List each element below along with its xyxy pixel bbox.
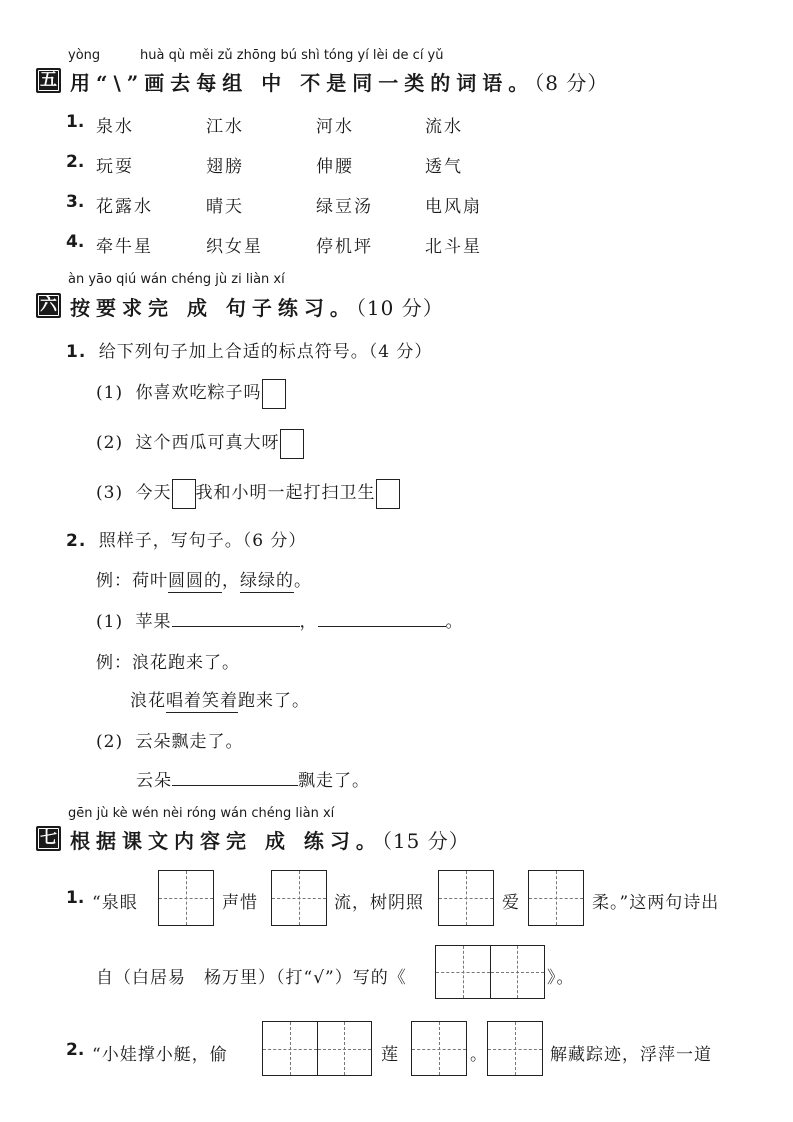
item-text: 今天 [135, 483, 172, 503]
answer-blank[interactable] [172, 767, 298, 786]
example-2-line-1 [96, 648, 240, 673]
example-underlined: 唱着笑着 [166, 691, 238, 711]
item-text: 云朵 [136, 771, 172, 791]
example-text: 。 [294, 571, 312, 591]
item-text: 这个西瓜可真大呀 [135, 433, 280, 453]
item-text: ， [299, 612, 318, 632]
word-option[interactable]: 绿豆汤 [316, 197, 373, 217]
question-number: 1. [66, 342, 87, 362]
section6-number-icon: 六 [36, 293, 61, 318]
item-label: (2) [96, 732, 124, 752]
punctuation-box[interactable] [172, 479, 196, 509]
character-grid[interactable] [528, 870, 584, 926]
section7-title [70, 825, 470, 854]
answer-blank[interactable] [318, 608, 446, 627]
question-number: 2. [66, 531, 87, 551]
example-text: 跑来了。 [238, 691, 310, 711]
question-text: 》。 [547, 968, 575, 988]
word-option[interactable]: 北斗星 [425, 237, 482, 257]
item-label: (3) [96, 483, 124, 503]
word-option[interactable]: 伸腰 [316, 157, 354, 177]
punctuation-box[interactable] [376, 479, 400, 509]
q6-2-item-2-answer [136, 766, 370, 791]
section5-title-text: 用“\”画去每组 中 不是同一类的词语。 [70, 71, 535, 95]
character-grid[interactable] [262, 1021, 372, 1076]
section7-title-text: 根据课文内容完 成 练习。 [70, 829, 382, 853]
section7-score: （15 分） [381, 829, 470, 853]
row-number: 1. [66, 112, 85, 132]
section7-number-icon: 七 [36, 826, 61, 851]
row-4 [66, 232, 84, 252]
item-text: 你喜欢吃粽子吗 [135, 383, 262, 403]
pinyin-line: àn yāo qiú wán chéng jù zi liàn xí [68, 272, 285, 287]
poem-text: 爱 [502, 893, 520, 913]
punctuation-box[interactable] [280, 429, 304, 459]
row-number: 2. [66, 152, 85, 172]
answer-blank[interactable] [172, 608, 300, 627]
poem-text: 声惜 [222, 893, 258, 913]
section6-score: （10 分） [355, 296, 444, 320]
item-text: 飘走了。 [298, 771, 370, 791]
poem-text: 莲 [381, 1045, 399, 1065]
word-option[interactable]: 花露水 [96, 197, 153, 217]
word-option[interactable]: 透气 [425, 157, 463, 177]
poem-text: 解藏踪迹，浮萍一道 [550, 1045, 712, 1065]
pinyin-yong: yòng [68, 48, 101, 63]
item-label: (1) [96, 612, 124, 632]
example-text: ， [222, 571, 240, 591]
pinyin-line: gēn jù kè wén nèi róng wán chéng liàn xí [68, 806, 335, 821]
poem-text: “小娃撑小艇，偷 [92, 1045, 228, 1065]
q6-1-item-3 [96, 478, 400, 509]
question-number: 2. [66, 1040, 85, 1060]
word-option[interactable]: 牵牛星 [96, 237, 153, 257]
question-text: 给下列句子加上合适的标点符号。（4 分） [98, 342, 433, 362]
word-option[interactable]: 电风扇 [425, 197, 482, 217]
section5-score: （8 分） [534, 71, 609, 95]
poem-text: 流，树阴照 [334, 893, 424, 913]
q6-1-prompt [66, 337, 432, 362]
example-text: 例：荷叶 [96, 571, 168, 591]
section5-pinyin [0, 48, 793, 64]
poem-text: 。 [470, 1045, 488, 1065]
row-1 [66, 112, 84, 132]
q6-2-prompt [66, 526, 306, 551]
example-1 [96, 566, 312, 591]
word-option[interactable]: 翅膀 [206, 157, 244, 177]
example-2-line-2 [130, 686, 310, 711]
word-option[interactable]: 泉水 [96, 117, 134, 137]
row-2 [66, 152, 84, 172]
section6-title-text: 按要求完 成 句子练习。 [70, 296, 356, 320]
item-text: 云朵飘走了。 [135, 732, 244, 752]
character-grid[interactable] [158, 870, 214, 926]
q6-1-item-1 [96, 378, 286, 409]
row-number: 4. [66, 232, 85, 252]
item-label: (1) [96, 383, 124, 403]
character-grid[interactable] [435, 945, 545, 999]
row-3 [66, 192, 84, 212]
pinyin-line: huà qù měi zǔ zhōng bú shì tóng yí lèi de cí yǔ [140, 48, 444, 63]
question-text: 照样子，写句子。（6 分） [98, 531, 307, 551]
item-text: 苹果 [135, 612, 172, 632]
character-grid[interactable] [271, 870, 327, 926]
section5-number-icon: 五 [36, 68, 61, 93]
poem-text: 柔。”这两句诗出 [592, 893, 720, 913]
q6-2-item-2 [96, 727, 244, 752]
q6-1-item-2 [96, 428, 304, 459]
question-number: 1. [66, 888, 85, 908]
example-underlined: 绿绿的 [240, 571, 294, 591]
word-option[interactable]: 流水 [425, 117, 463, 137]
item-text: 我和小明一起打扫卫生 [195, 483, 376, 503]
item-label: (2) [96, 433, 124, 453]
example-text: 浪花 [130, 691, 166, 711]
row-number: 3. [66, 192, 85, 212]
word-option[interactable]: 停机坪 [316, 237, 373, 257]
section5-title [70, 67, 608, 96]
word-option[interactable]: 河水 [316, 117, 354, 137]
word-option[interactable]: 玩耍 [96, 157, 134, 177]
section6-title [70, 292, 444, 321]
q6-2-item-1 [96, 607, 464, 632]
example-text: 例：浪花跑来了。 [96, 653, 240, 673]
punctuation-box[interactable] [262, 379, 286, 409]
word-option[interactable]: 织女星 [206, 237, 263, 257]
question-text: 自（白居易 杨万里）（打“√”）写的《 [96, 968, 407, 988]
character-grid[interactable] [411, 1021, 467, 1076]
item-text: 。 [445, 612, 464, 632]
example-underlined: 圆圆的 [168, 571, 222, 591]
character-grid[interactable] [487, 1021, 543, 1076]
word-option[interactable]: 江水 [206, 117, 244, 137]
character-grid[interactable] [438, 870, 494, 926]
poem-text: “泉眼 [92, 893, 138, 913]
word-option[interactable]: 晴天 [206, 197, 244, 217]
